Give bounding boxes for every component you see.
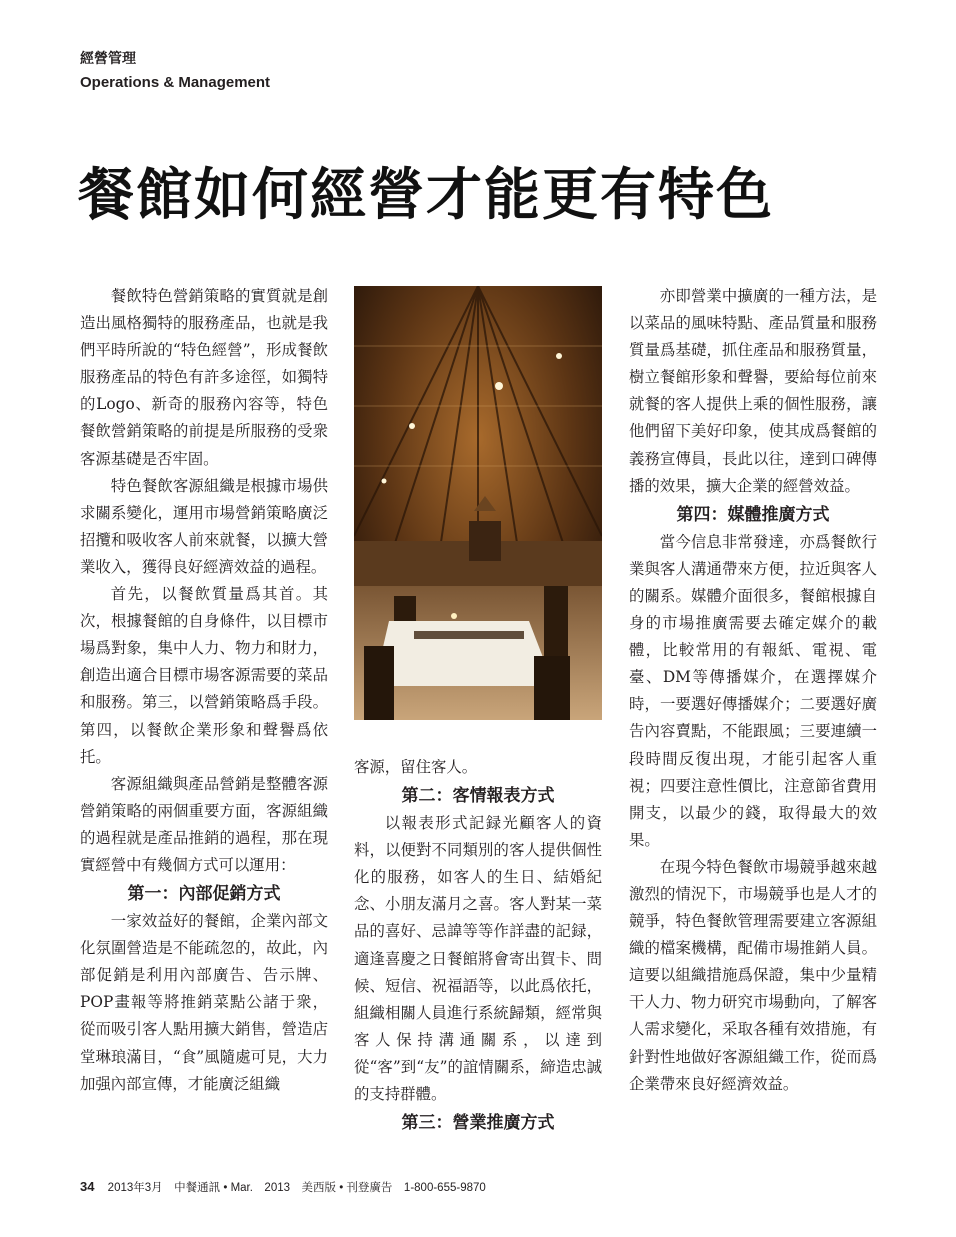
paragraph: 當今信息非常發達，亦爲餐飲行業與客人溝通帶來方便，拉近與客人的關系。媒體介面很多，餐館根據自身的市場推廣需要去確定媒介的載體，比較常用的有報紙、電視、電臺、DM等傳播媒介，在選擇媒介時，一要選好傳播媒介；二要選好廣告內容賣點，不能跟風；三要連續一段時間反復出現，才能引起客人重視；四要注意性價比，注意節省費用開支，以最少的錢，取得最大的效果。 bbox=[629, 532, 877, 849]
subheading: 第一：內部促銷方式 bbox=[127, 884, 281, 905]
article-column-3 bbox=[629, 283, 877, 1098]
paragraph: 一家效益好的餐館，企業內部文化氛圍營造是不能疏忽的，故此，內部促銷是利用內部廣告、告示牌、POP畫報等將推銷菜點公諸于衆，從而吸引客人點用擴大銷售，營造店堂琳琅滿目，“食”風隨處可見，大力加强內部宣傳，才能廣泛組織 bbox=[80, 912, 328, 1093]
restaurant-photo bbox=[354, 286, 602, 720]
subheading: 第二：客情報表方式 bbox=[401, 786, 555, 807]
paragraph: 餐飲特色營銷策略的實質就是創造出風格獨特的服務產品，也就是我們平時所說的“特色經營”，形成餐飲服務產品的特色有許多途徑，如獨特的Logo、新奇的服務內容等，特色餐飲營銷策略的前提是所服務的受衆客源基礎是否牢固。 bbox=[80, 287, 328, 468]
subheading: 第四：媒體推廣方式 bbox=[676, 504, 830, 525]
paragraph: 特色餐飲客源組織是根據市場供求關系變化，運用市場營銷策略廣泛招攬和吸收客人前來就餐，以擴大營業收入，獲得良好經濟效益的過程。 bbox=[80, 476, 328, 576]
article-column-1 bbox=[80, 283, 328, 1098]
subheading: 第三：營業推廣方式 bbox=[401, 1113, 555, 1134]
section-label-cn: 經營管理 bbox=[80, 51, 136, 67]
page-footer bbox=[80, 1179, 486, 1196]
paragraph: 首先，以餐飲質量爲其首。其次，根據餐館的自身條件，以目標市場爲對象，集中人力、物力和財力，創造出適合目標市場客源需要的菜品和服務。第三，以營銷策略爲手段。第四，以餐飲企業形象和聲譽爲依托。 bbox=[80, 585, 328, 766]
article-column-2 bbox=[354, 754, 602, 1137]
issue-info: 2013年3月 中餐通訊 • Mar. 2013 美西版 • 刊登廣告 1-800-655-9870 bbox=[107, 1182, 486, 1194]
page-number: 34 bbox=[80, 1179, 95, 1194]
paragraph: 客源，留住客人。 bbox=[354, 758, 478, 776]
paragraph: 以報表形式記録光顧客人的資料，以便對不同類別的客人提供個性化的服務，如客人的生日、結婚紀念、小朋友滿月之喜。客人對某一菜品的喜好、忌諱等等作詳盡的記録，適逢喜慶之日餐館將會寄出賀卡、問候、短信、祝福語等，以此爲依托，組織相關人員進行系統歸類，經常與客人保持溝通關系，以達到從“客”到“友”的誼情關系，締造忠誠的支持群體。 bbox=[354, 814, 602, 1104]
article-title: 餐館如何經營才能更有特色 bbox=[78, 162, 774, 228]
paragraph: 在現今特色餐飲市場競爭越來越激烈的情況下，市場競爭也是人才的競爭，特色餐飲管理需要建立客源組織的檔案機構，配備市場推銷人員。這要以組織措施爲保證，集中少量精干人力、物力研究市場動向，了解客人需求變化，采取各種有效措施，有針對性地做好客源組織工作，從而爲企業帶來良好經濟效益。 bbox=[629, 857, 877, 1093]
paragraph: 亦即營業中擴廣的一種方法，是以菜品的風味特點、產品質量和服務質量爲基礎，抓住產品和服務質量，樹立餐館形象和聲譽，要給每位前來就餐的客人提供上乘的個性服務，讓他們留下美好印象，使其成爲餐館的義務宣傳員，長此以往，達到口碑傳播的效果，擴大企業的經營效益。 bbox=[629, 287, 877, 495]
section-label-en: Operations & Management bbox=[80, 74, 271, 91]
paragraph: 客源組織與產品營銷是整體客源營銷策略的兩個重要方面，客源組織的過程就是產品推銷的過程，那在現實經營中有幾個方式可以運用： bbox=[80, 774, 328, 874]
